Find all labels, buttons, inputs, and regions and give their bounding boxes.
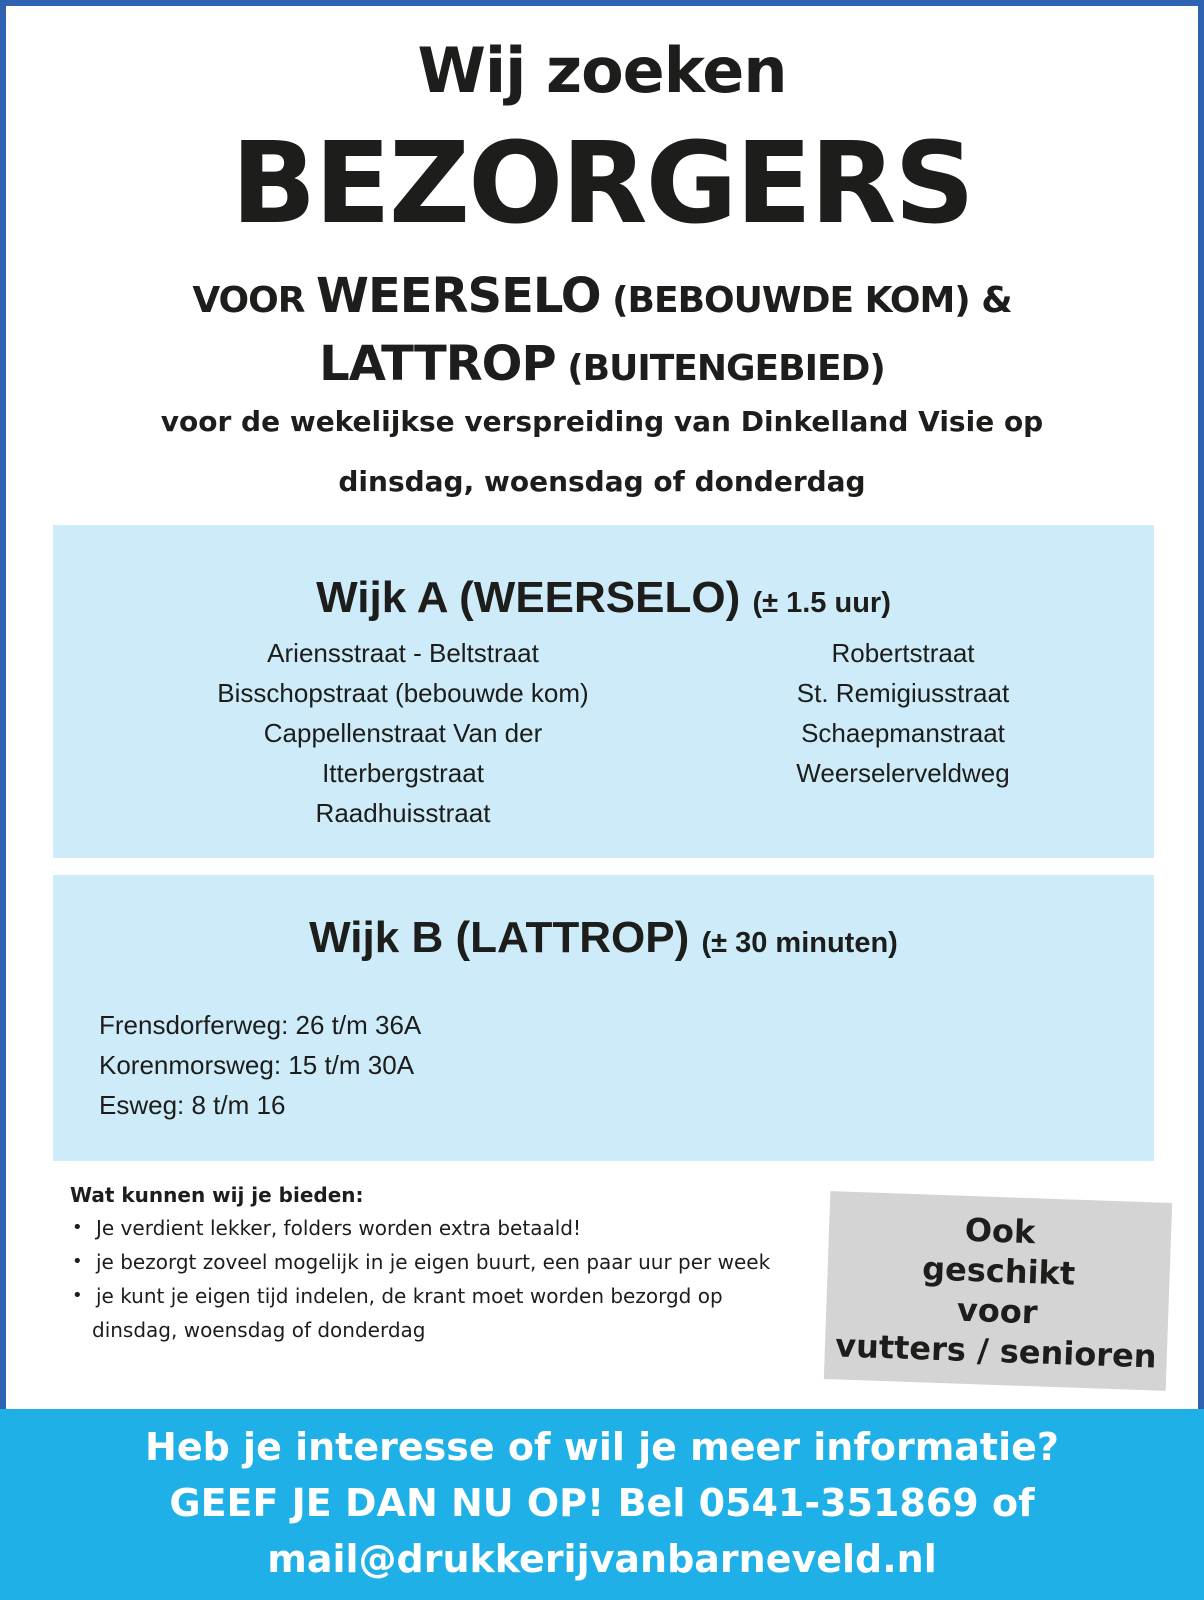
headline-weerselo-name: WEERSELO <box>316 268 601 324</box>
offer-item <box>70 1245 830 1279</box>
headline-lattrop-name: LATTROP <box>319 336 556 392</box>
headline-voor: VOOR <box>192 280 317 321</box>
headline-lattrop-area: (BUITENGEBIED) <box>555 348 885 389</box>
street-item: Esweg: 8 t/m 16 <box>99 1090 286 1120</box>
street-item: Schaepmanstraat <box>801 718 1005 748</box>
street-item: Bisschopstraat (bebouwde kom) <box>217 678 589 708</box>
bullet-icon: • <box>72 1285 83 1306</box>
headline-intro: Wij zoeken <box>417 34 787 107</box>
offer-item <box>70 1279 830 1347</box>
bullet-icon: • <box>72 1251 83 1272</box>
street-item: Korenmorsweg: 15 t/m 30A <box>99 1050 415 1080</box>
footer-email[interactable]: mail@drukkerijvanbarneveld.nl <box>267 1537 937 1581</box>
offer-item <box>70 1211 830 1245</box>
wijk-b-duration: (± 30 minuten) <box>701 927 898 959</box>
wijk-a-name: Wijk A (WEERSELO) <box>316 573 753 622</box>
badge-line: voor <box>956 1290 1039 1332</box>
wijk-b-panel <box>53 875 1154 1161</box>
street-item: St. Remigiusstraat <box>796 678 1010 708</box>
wijk-b-name: Wijk B (LATTROP) <box>309 913 702 962</box>
wijk-a-streets-left <box>93 633 713 833</box>
bullet-icon: • <box>72 1217 83 1238</box>
footer-line-interest: Heb je interesse of wil je meer informatie? <box>145 1425 1059 1469</box>
wijk-a-panel <box>53 525 1154 858</box>
street-item: Itterbergstraat <box>322 758 484 788</box>
wijk-b-streets <box>99 1005 421 1125</box>
wijk-b-title <box>53 913 1154 963</box>
offer-item-text-continued: dinsdag, woensdag of donderdag <box>92 1318 426 1342</box>
offer-section <box>70 1183 830 1347</box>
street-item: Raadhuisstraat <box>315 798 491 828</box>
offer-item-text: Je verdient lekker, folders worden extra betaald! <box>96 1216 581 1240</box>
headline-weerselo-area: (BEBOUWDE KOM) & <box>600 280 1012 321</box>
headline-weerselo <box>0 268 1204 324</box>
wijk-a-streets-right <box>693 633 1113 793</box>
street-item: Cappellenstraat Van der <box>263 718 543 748</box>
offer-item-text: je bezorgt zoveel mogelijk in je eigen buurt, een paar uur per week <box>96 1250 771 1274</box>
offer-item-text: je kunt je eigen tijd indelen, de krant moet worden bezorgd op <box>96 1284 723 1308</box>
footer-line-phone: GEEF JE DAN NU OP! Bel 0541-351869 of <box>169 1481 1035 1525</box>
wijk-a-title <box>53 573 1154 623</box>
badge-line: Ook <box>964 1210 1036 1252</box>
headline-main: BEZORGERS <box>231 119 973 249</box>
badge-line: vutters / senioren <box>834 1326 1158 1376</box>
offer-title: Wat kunnen wij je bieden: <box>70 1183 364 1207</box>
subtitle-line-1: voor de wekelijkse verspreiding van Dinkelland Visie op <box>160 405 1044 438</box>
street-item: Robertstraat <box>831 638 975 668</box>
badge-line: geschikt <box>921 1249 1076 1293</box>
street-item: Ariensstraat - Beltstraat <box>267 638 539 668</box>
wijk-a-duration: (± 1.5 uur) <box>752 587 891 619</box>
street-item: Weerselerveldweg <box>796 758 1010 788</box>
headline-lattrop <box>0 336 1204 392</box>
contact-footer <box>0 1409 1204 1600</box>
street-item: Frensdorferweg: 26 t/m 36A <box>99 1010 422 1040</box>
subtitle-line-2: dinsdag, woensdag of donderdag <box>338 465 866 498</box>
seniors-badge <box>824 1191 1172 1391</box>
